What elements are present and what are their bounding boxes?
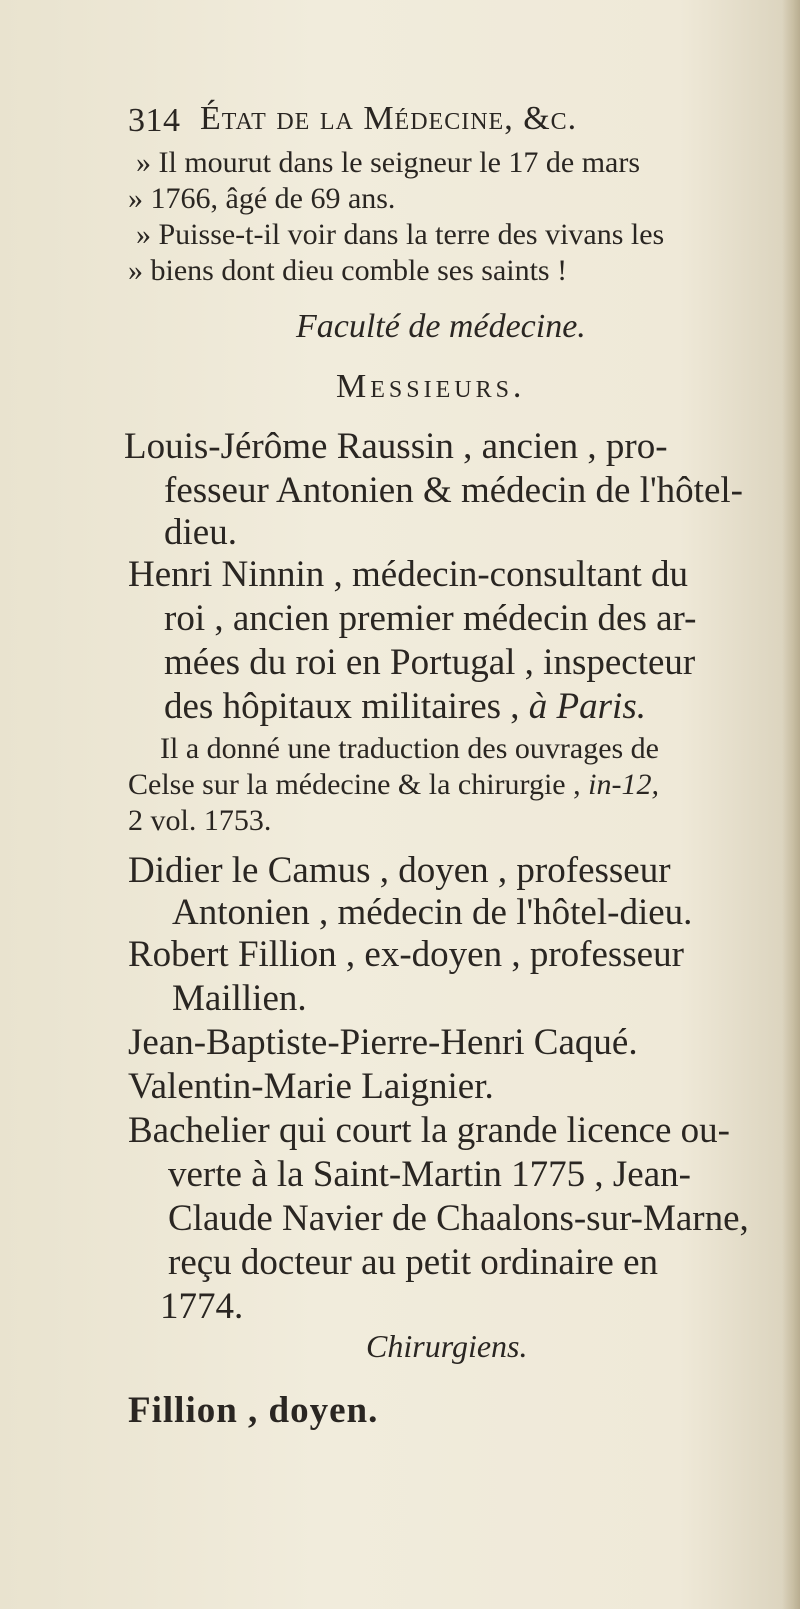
entry-2-line-3: mées du roi en Portugal , inspecteur bbox=[164, 642, 696, 683]
entry-3-line-1: Didier le Camus , doyen , professeur bbox=[128, 850, 671, 891]
note-line-2-text: Celse sur la médecine & la chirurgie , bbox=[128, 768, 581, 801]
note-line-1: Il a donné une traduction des ouvrages de bbox=[160, 732, 659, 765]
note-format: in-12, bbox=[588, 768, 659, 801]
entry-7-line-1: Bachelier qui court la grande licence ou- bbox=[128, 1110, 730, 1151]
entry-1-line-3: dieu. bbox=[164, 512, 237, 553]
entry-7-line-5: 1774. bbox=[160, 1286, 244, 1327]
entry-7-line-4: reçu docteur au petit ordinaire en bbox=[168, 1242, 659, 1283]
surgeons-heading: Chirurgiens. bbox=[366, 1328, 528, 1364]
entry-7-line-2: verte à la Saint-Martin 1775 , Jean- bbox=[168, 1154, 691, 1195]
entry-2-location: à Paris. bbox=[528, 686, 646, 727]
faculty-subheading: Messieurs. bbox=[336, 368, 526, 405]
running-title: État de la Médecine, &c. bbox=[200, 100, 578, 137]
page-gutter-shadow bbox=[782, 0, 800, 1609]
surgeons-entry-1: Fillion , doyen. bbox=[128, 1390, 379, 1431]
note-line-3: 2 vol. 1753. bbox=[128, 804, 272, 837]
entry-4-line-2: Maillien. bbox=[172, 978, 307, 1019]
entry-7-line-3: Claude Navier de Chaalons-sur-Marne, bbox=[168, 1198, 749, 1239]
entry-2-line-4-text: des hôpitaux militaires , bbox=[164, 686, 520, 727]
entry-6-line-1: Valentin-Marie Laignier. bbox=[128, 1066, 494, 1107]
entry-2-line-2: roi , ancien premier médecin des ar- bbox=[164, 598, 697, 639]
quote-line-3: » Puisse-t-il voir dans la terre des vivans les bbox=[136, 218, 665, 251]
entry-2-line-4 bbox=[164, 688, 646, 725]
entry-5-line-1: Jean-Baptiste-Pierre-Henri Caqué. bbox=[128, 1022, 638, 1063]
quote-line-1: » Il mourut dans le seigneur le 17 de mars bbox=[136, 146, 641, 179]
entry-1-line-1: Louis-Jérôme Raussin , ancien , pro- bbox=[124, 426, 668, 467]
entry-4-line-1: Robert Fillion , ex-doyen , professeur bbox=[128, 934, 684, 975]
entry-2-line-1: Henri Ninnin , médecin-consultant du bbox=[128, 554, 689, 595]
page-number: 314 bbox=[128, 102, 181, 139]
note-line-2 bbox=[128, 770, 659, 800]
faculty-heading: Faculté de médecine. bbox=[296, 308, 586, 345]
entry-3-line-2: Antonien , médecin de l'hôtel-dieu. bbox=[172, 892, 693, 933]
quote-line-2: » 1766, âgé de 69 ans. bbox=[128, 182, 396, 215]
entry-1-line-2: fesseur Antonien & médecin de l'hôtel- bbox=[164, 470, 743, 511]
quote-line-4: » biens dont dieu comble ses saints ! bbox=[128, 254, 568, 287]
